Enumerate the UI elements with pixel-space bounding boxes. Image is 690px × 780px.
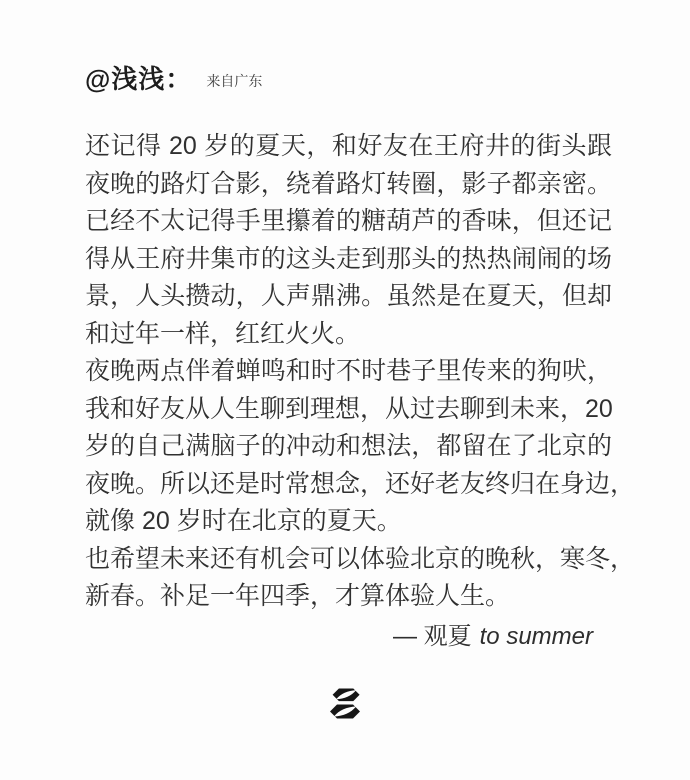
quote-line: 还记得 20 岁的夏天，和好友在王府井的街头跟 <box>85 132 612 160</box>
to-summer-logo <box>330 688 360 719</box>
signature <box>85 622 612 652</box>
quote-line: 岁的自己满脑子的冲动和想法，都留在了北京的 <box>85 432 612 460</box>
quote-header <box>85 63 612 95</box>
quote-line: 得从王府井集市的这头走到那头的热热闹闹的场 <box>85 244 612 273</box>
quote-line: 夜晚两点伴着蝉鸣和时不时巷子里传来的狗吠， <box>85 357 612 385</box>
quote-line: 也希望未来还有机会可以体验北京的晚秋，寒冬， <box>85 544 636 573</box>
quote-line: 已经不太记得手里攥着的糖葫芦的香味，但还记 <box>85 207 612 235</box>
author-handle: @浅浅： <box>85 64 193 94</box>
signature-brand-en: to summer <box>479 622 593 650</box>
quote-line: 我和好友从人生聊到理想，从过去聊到未来，20 <box>85 394 613 423</box>
author-location: 来自广东 <box>206 73 263 89</box>
quote-line: 景，人头攒动，人声鼎沸。虽然是在夏天，但却 <box>85 282 612 310</box>
logo-container <box>0 688 690 724</box>
quote-line: 就像 20 岁时在北京的夏天。 <box>85 507 402 535</box>
quote-line: 新春。补足一年四季，才算体验人生。 <box>85 582 511 610</box>
quote-line: 夜晚的路灯合影，绕着路灯转圈，影子都亲密。 <box>85 169 612 198</box>
quote-body <box>85 128 636 616</box>
quote-line: 夜晚。所以还是时常想念，还好老友终归在身边， <box>85 469 636 498</box>
signature-brand-cn: — 观夏 <box>392 622 472 650</box>
quote-line: 和过年一样，红红火火。 <box>85 319 361 348</box>
